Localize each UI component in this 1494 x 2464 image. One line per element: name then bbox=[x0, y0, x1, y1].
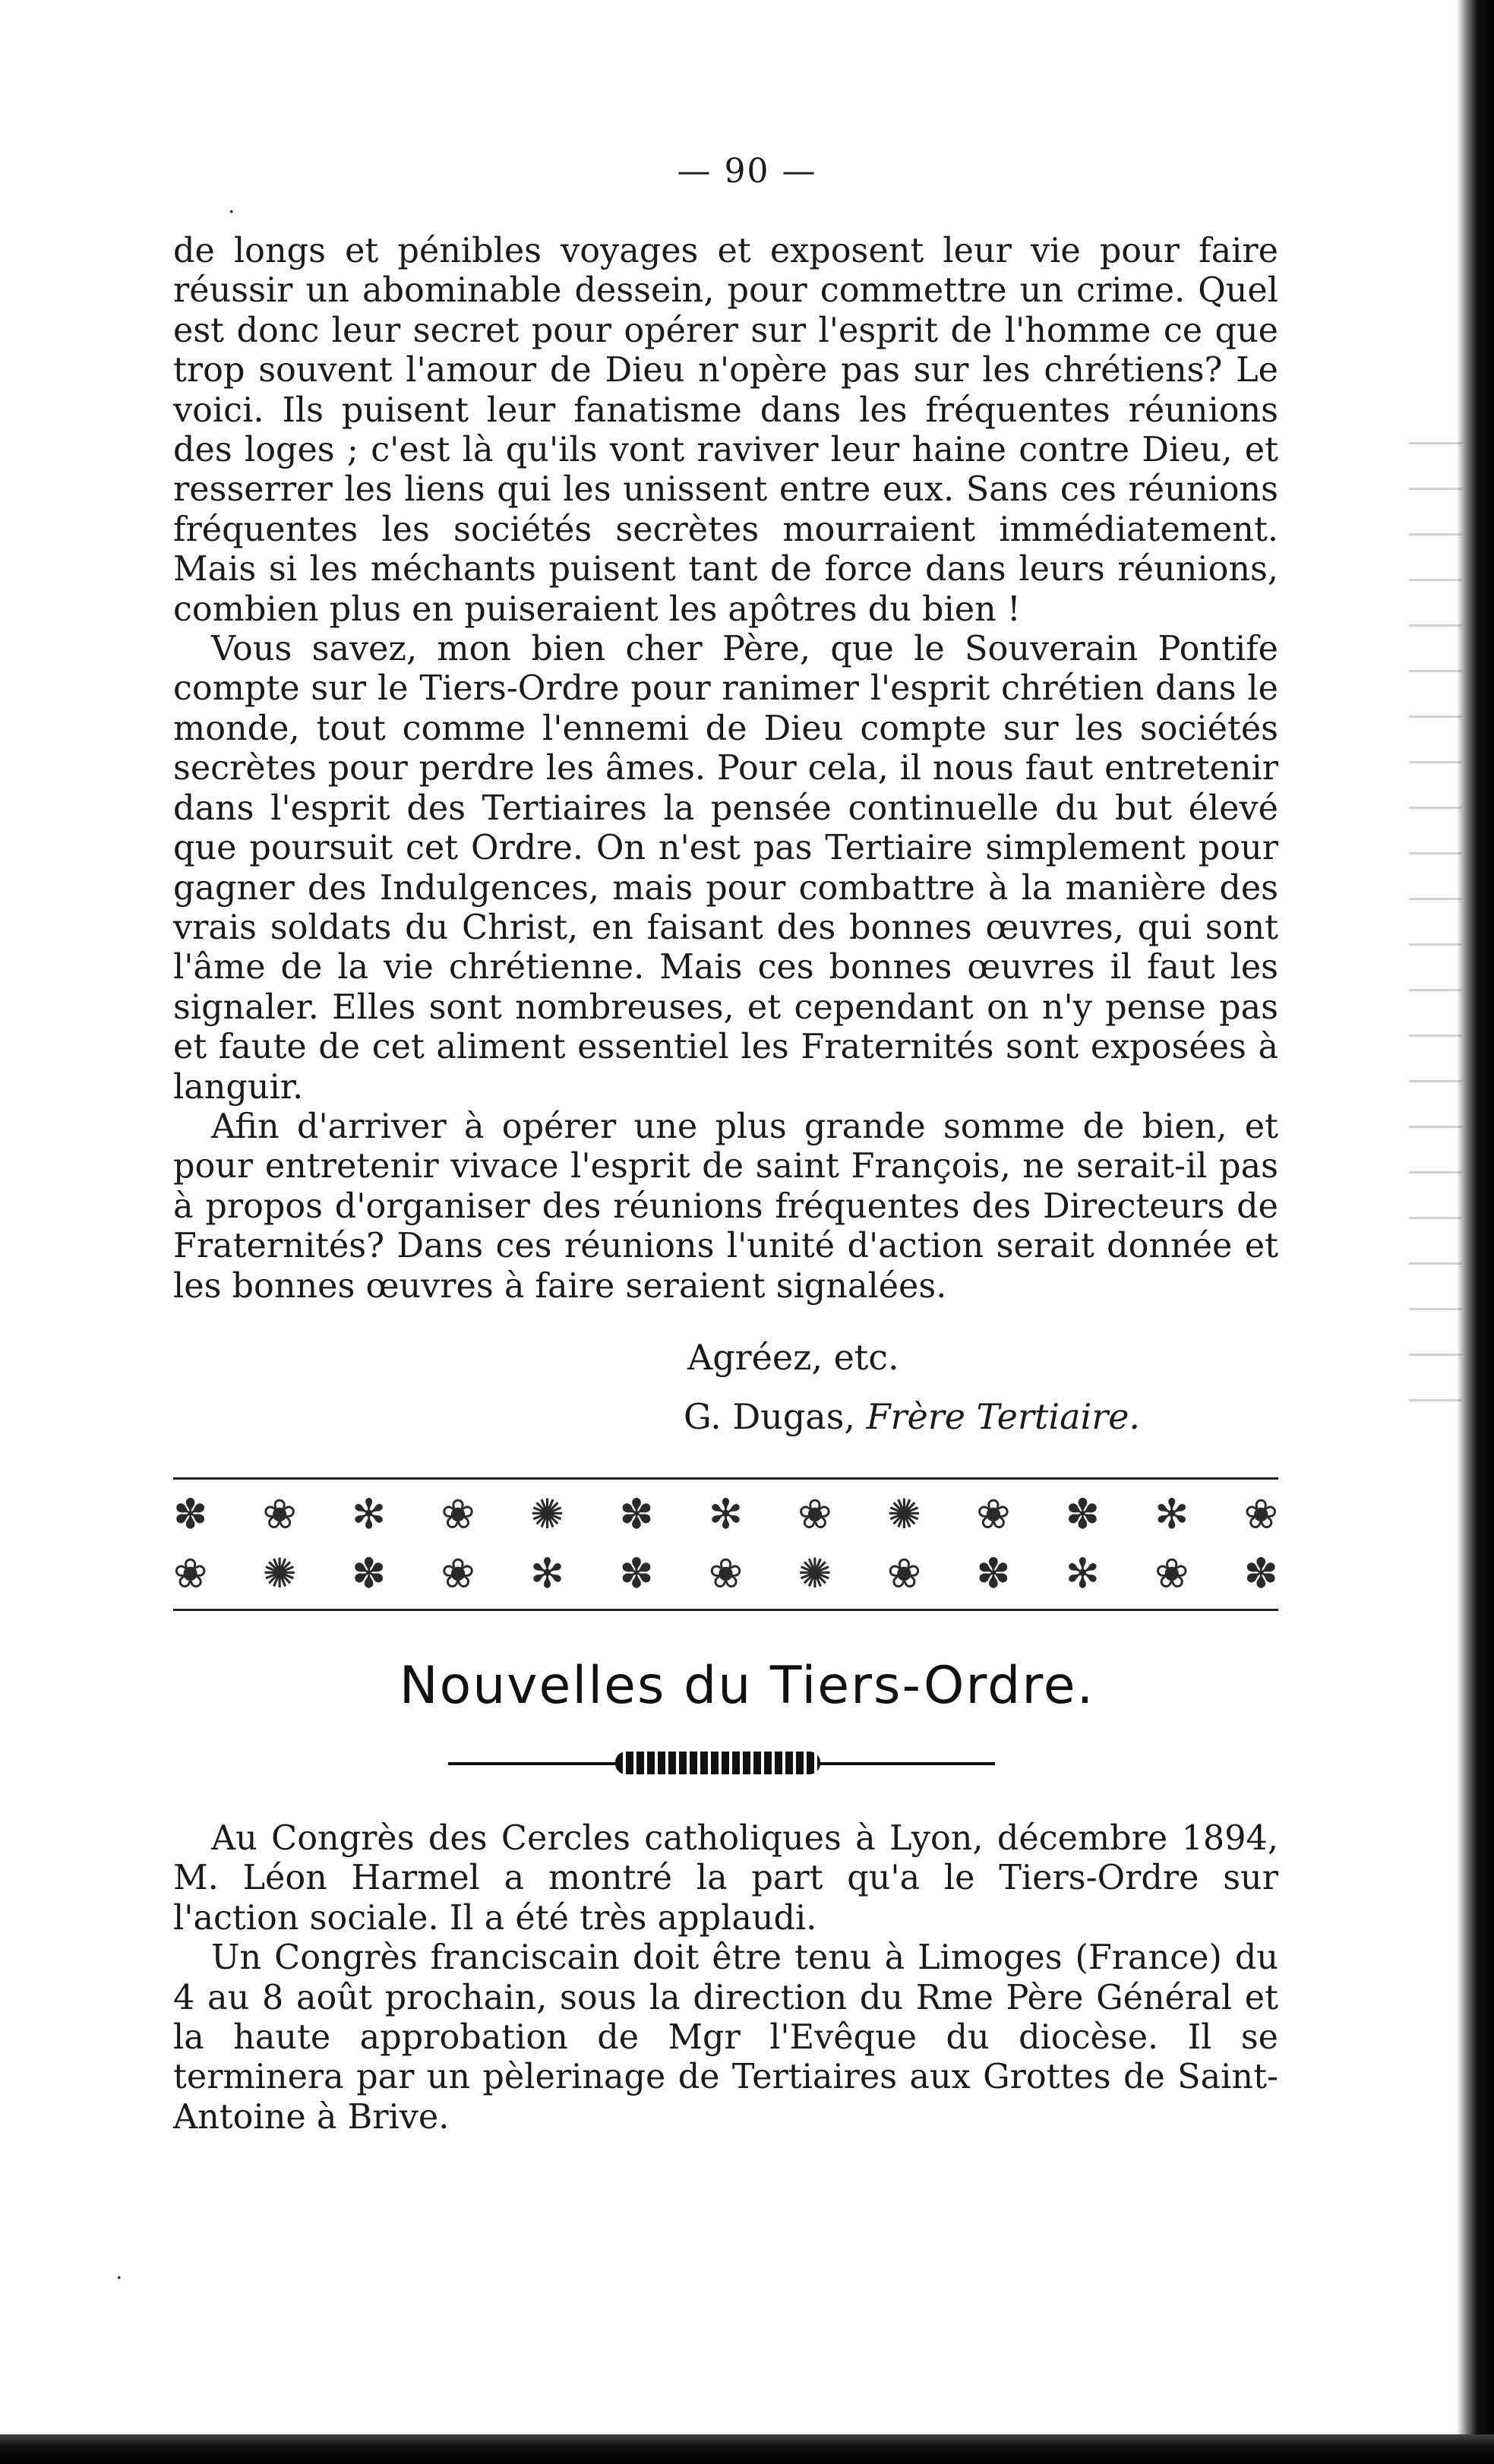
flower-icon: ✻ bbox=[1065, 1549, 1100, 1597]
ornament-row bbox=[173, 1487, 1278, 1540]
section-heading: Nouvelles du Tiers-Ordre. bbox=[399, 1656, 1095, 1716]
scan-speck: · bbox=[115, 2265, 123, 2292]
letter-paragraph: Vous savez, mon bien cher Père, que le Souverain Pontife compte sur le Tiers-Ordre pour ranimer l'esprit chrétien dans le monde, tout comme l'ennemi de Dieu compte sur les sociétés secrètes pour perdre les âmes. Pour cela, il nous faut entretenir dans l'esprit des Tertiaires la pensée continuelle du but élevé que poursuit cet Ordre. On n'est pas Tertiaire simplement pour gagner des Indulgences, mais pour combattre à la manière des vrais soldats du Christ, en faisant des bonnes œuvres, qui sont l'âme de la vie chrétienne. Mais ces bonnes œuvres il faut les signaler. Elles sont nombreuses, et cependant on n'y pense pas et faute de cet aliment essentiel les Fraternités sont exposées à languir. bbox=[173, 630, 1278, 1107]
flower-icon: ✺ bbox=[886, 1489, 921, 1538]
flower-icon: ✽ bbox=[976, 1549, 1011, 1597]
scan-right-edge bbox=[1457, 0, 1494, 2464]
page-number: — 90 — bbox=[677, 152, 817, 191]
flower-icon: ✻ bbox=[529, 1549, 565, 1597]
flower-icon: ✻ bbox=[1154, 1489, 1189, 1538]
news-body bbox=[173, 1819, 1278, 2137]
flower-icon: ✽ bbox=[619, 1489, 654, 1538]
flower-icon: ✽ bbox=[619, 1549, 654, 1597]
signature-title: Frère Tertiaire. bbox=[866, 1396, 1141, 1437]
scan-bottom-edge bbox=[0, 2434, 1494, 2464]
letter-paragraph: Afin d'arriver à opérer une plus grande somme de bien, et pour entretenir vivace l'esprit de saint François, ne serait-il pas à propos d'organiser des réunions fréquentes des Directeurs de Fraternités? Dans ces réunions l'unité d'action serait donnée et les bonnes œuvres à faire seraient signalées. bbox=[173, 1107, 1278, 1306]
scan-speck: · bbox=[228, 199, 235, 226]
flower-icon: ❀ bbox=[798, 1489, 832, 1538]
flower-icon: ✽ bbox=[173, 1489, 208, 1538]
ornamental-border bbox=[173, 1477, 1278, 1611]
flower-icon: ❀ bbox=[173, 1549, 208, 1597]
flower-icon: ❀ bbox=[1154, 1549, 1189, 1597]
flower-icon: ✽ bbox=[1243, 1549, 1278, 1597]
news-paragraph: Au Congrès des Cercles catholiques à Lyon, décembre 1894, M. Léon Harmel a montré la part qu'a le Tiers-Ordre sur l'action sociale. Il a été très applaudi. bbox=[173, 1819, 1278, 1938]
flower-icon: ✺ bbox=[798, 1549, 832, 1597]
rule-ornament bbox=[615, 1752, 820, 1774]
flower-icon: ✽ bbox=[1065, 1489, 1100, 1538]
scan-edge-speckle bbox=[1409, 425, 1462, 1413]
flower-icon: ✻ bbox=[708, 1489, 744, 1538]
flower-icon: ❀ bbox=[441, 1489, 475, 1538]
news-paragraph: Un Congrès franciscain doit être tenu à Limoges (France) du 4 au 8 août prochain, sous la direction du Rme Père Général et la haute approbation de Mgr l'Evêque du diocèse. Il se terminera par un pèlerinage de Tertiaires aux Grottes de Saint-Antoine à Brive. bbox=[173, 1938, 1278, 2137]
flower-icon: ❀ bbox=[441, 1549, 475, 1597]
letter-paragraph: de longs et pénibles voyages et exposent leur vie pour faire réussir un abominable dessein, pour commettre un crime. Quel est donc leur secret pour opérer sur l'esprit de l'homme ce que trop souvent l'amour de Dieu n'opère pas sur les chrétiens? Le voici. Ils puisent leur fanatisme dans les fréquentes réunions des loges ; c'est là qu'ils vont raviver leur haine contre Dieu, et resserrer les liens qui les unissent entre eux. Sans ces réunions fréquentes les sociétés secrètes mourraient immédiatement. Mais si les méchants puisent tant de force dans leurs réunions, combien plus en puiseraient les apôtres du bien ! bbox=[173, 232, 1278, 629]
flower-icon: ✽ bbox=[351, 1549, 387, 1597]
letter-body bbox=[173, 232, 1278, 1306]
letter-closing: Agréez, etc. bbox=[687, 1337, 899, 1378]
flower-icon: ❀ bbox=[1243, 1489, 1278, 1538]
ornament-row bbox=[173, 1546, 1278, 1600]
flower-icon: ❀ bbox=[976, 1489, 1011, 1538]
flower-icon: ❀ bbox=[886, 1549, 921, 1597]
flower-icon: ✺ bbox=[262, 1549, 297, 1597]
flower-icon: ❀ bbox=[262, 1489, 297, 1538]
letter-signature bbox=[684, 1396, 1140, 1437]
flower-icon: ❀ bbox=[708, 1549, 744, 1597]
flower-icon: ✻ bbox=[351, 1489, 387, 1538]
flower-icon: ✺ bbox=[529, 1489, 565, 1538]
signature-name: G. Dugas, bbox=[684, 1396, 855, 1437]
